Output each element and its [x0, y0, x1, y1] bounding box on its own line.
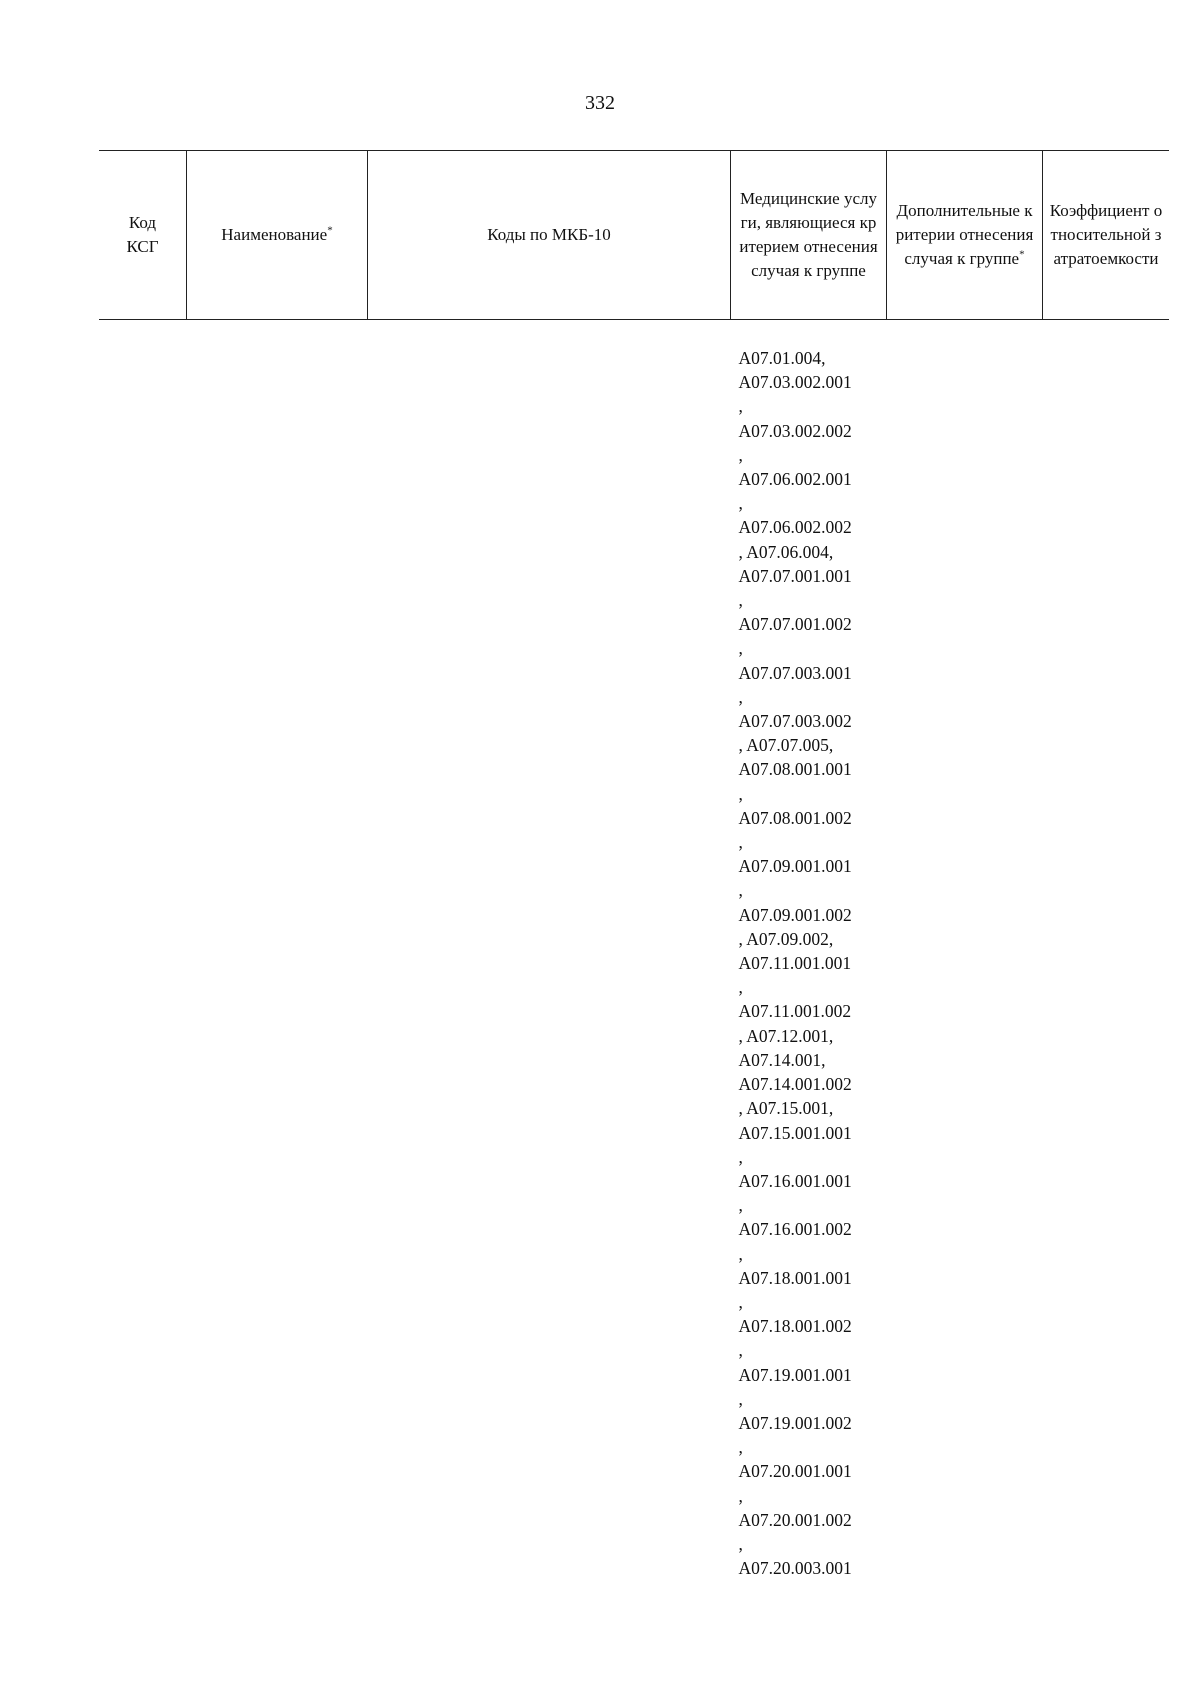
cell-medical-services: A07.01.004, A07.03.002.001 , A07.03.002.002 , A07.06.002.001 , A07.06.002.002 , A07.06.004, A07.07.001.001 , A07.07.001.002 , A07.07.003.001 , A07.07.003.002 , A07.07.005, A07.08.001.001 , A07.08.001.002 , A07.09.001.001 , A07.09.001.002 , A07.09.002, A07.11.001.001 , A07.11.001.002 , A07.12.001, A07.14.001, A07.14.001.002 , A07.15.001, A07.15.001.001 , A07.16.001.001 , A07.16.001.002 , A07.18.001.001 , A07.18.001.002 , A07.19.001.001 , A07.19.001.002 , A07.20.001.001 , A07.20.001.002 , A07.20.003.001: [738, 348, 852, 1579]
header-name: Наименование*: [187, 151, 368, 320]
cell-additional-criteria: [887, 320, 1043, 1581]
header-ksg-code: Код КСГ: [99, 151, 187, 320]
cell-name: [187, 320, 368, 1581]
cell-ksg-code: [99, 320, 187, 1581]
footnote-mark: *: [327, 224, 333, 237]
header-coefficient: Коэффициент относительной затратоемкости: [1043, 151, 1170, 320]
ksg-table: [99, 150, 1169, 1580]
table-row: [99, 320, 1169, 1581]
cell-coefficient: [1043, 320, 1170, 1581]
table-header-row: [99, 151, 1169, 320]
header-medical-services: Медицинские услуги, являющиеся критерием отнесения случая к группе: [731, 151, 887, 320]
header-mkb-codes: Коды по МКБ-10: [368, 151, 731, 320]
header-additional-criteria: Дополнительные критерии отнесения случая к группе*: [887, 151, 1043, 320]
cell-mkb-codes: [368, 320, 731, 1581]
page-number: 332: [585, 92, 615, 114]
footnote-mark: *: [1019, 248, 1025, 261]
